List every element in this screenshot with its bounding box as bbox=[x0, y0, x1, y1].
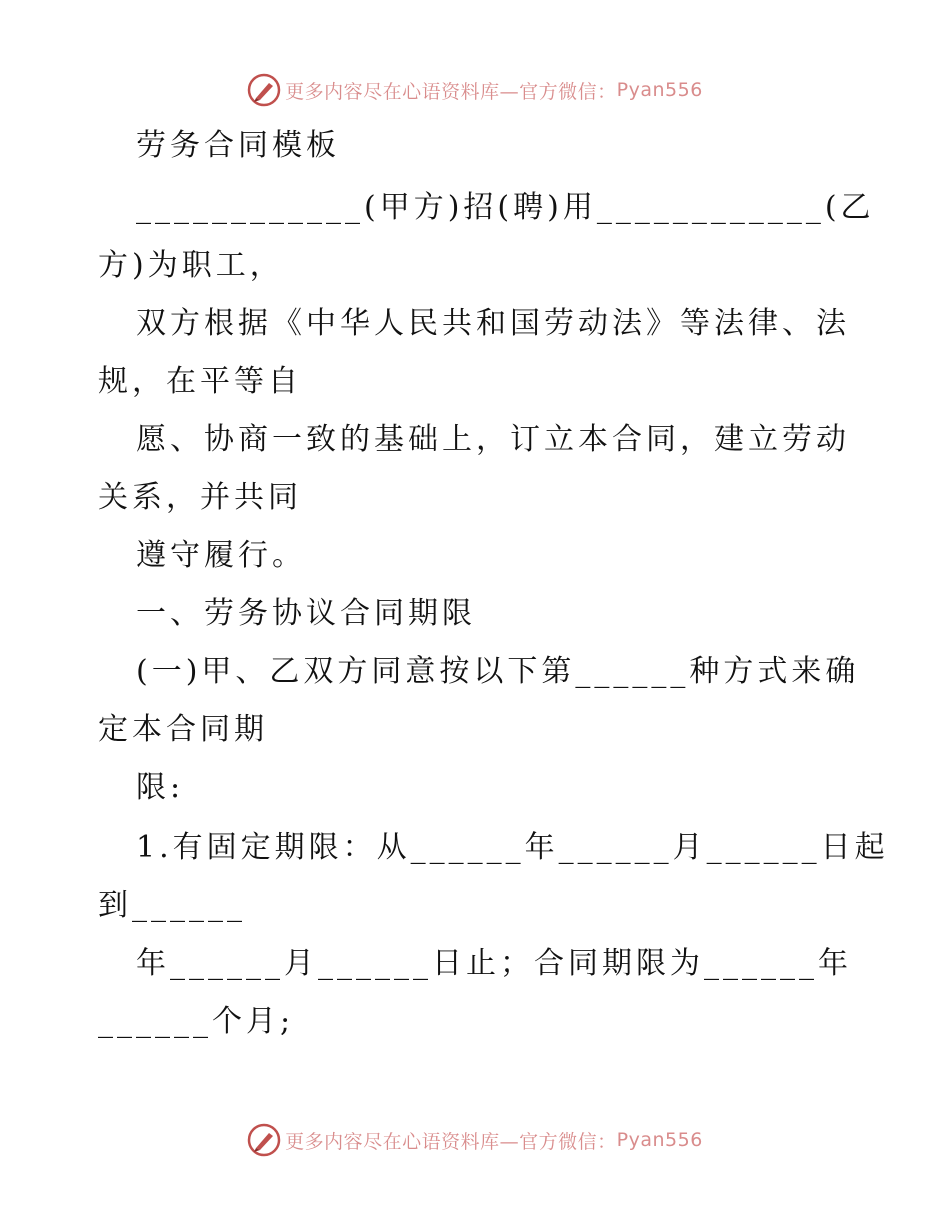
watermark-text: 更多内容尽在心语资料库—官方微信： bbox=[285, 1130, 617, 1153]
section-heading: 一、劳务协议合同期限 bbox=[136, 596, 476, 631]
paragraph-line: 双方根据《中华人民共和国劳动法》等法律、法 bbox=[136, 306, 850, 341]
watermark-wechat-id: Pyan556 bbox=[616, 1129, 703, 1151]
watermark-text: 更多内容尽在心语资料库—官方微信： bbox=[285, 80, 617, 103]
paragraph-line: 方)为职工， bbox=[98, 248, 284, 283]
paragraph-line: 关系，并共同 bbox=[98, 480, 302, 515]
paragraph-line: 规，在平等自 bbox=[98, 364, 302, 399]
paragraph-line: ______个月; bbox=[98, 1004, 295, 1039]
watermark-wechat-id: Pyan556 bbox=[616, 79, 703, 101]
paragraph-line: 限: bbox=[136, 770, 185, 805]
watermark-banner-bottom bbox=[0, 1120, 950, 1160]
paragraph-line: 年______月______日止；合同期限为______年 bbox=[136, 946, 852, 981]
document-title: 劳务合同模板 bbox=[136, 128, 340, 163]
paragraph-line: 1.有固定期限：从______年______月______日起 bbox=[136, 830, 889, 865]
paragraph-line: 定本合同期 bbox=[98, 712, 268, 747]
paragraph-line: 到______ bbox=[98, 888, 246, 923]
paragraph-line: 遵守履行。 bbox=[136, 538, 306, 573]
paragraph-line: ____________(甲方)招(聘)用____________(乙 bbox=[136, 190, 875, 225]
paragraph-line: (一)甲、乙双方同意按以下第______种方式来确 bbox=[136, 654, 860, 689]
paragraph-line: 愿、协商一致的基础上，订立本合同，建立劳动 bbox=[136, 422, 850, 457]
pen-logo-icon bbox=[247, 1123, 281, 1157]
